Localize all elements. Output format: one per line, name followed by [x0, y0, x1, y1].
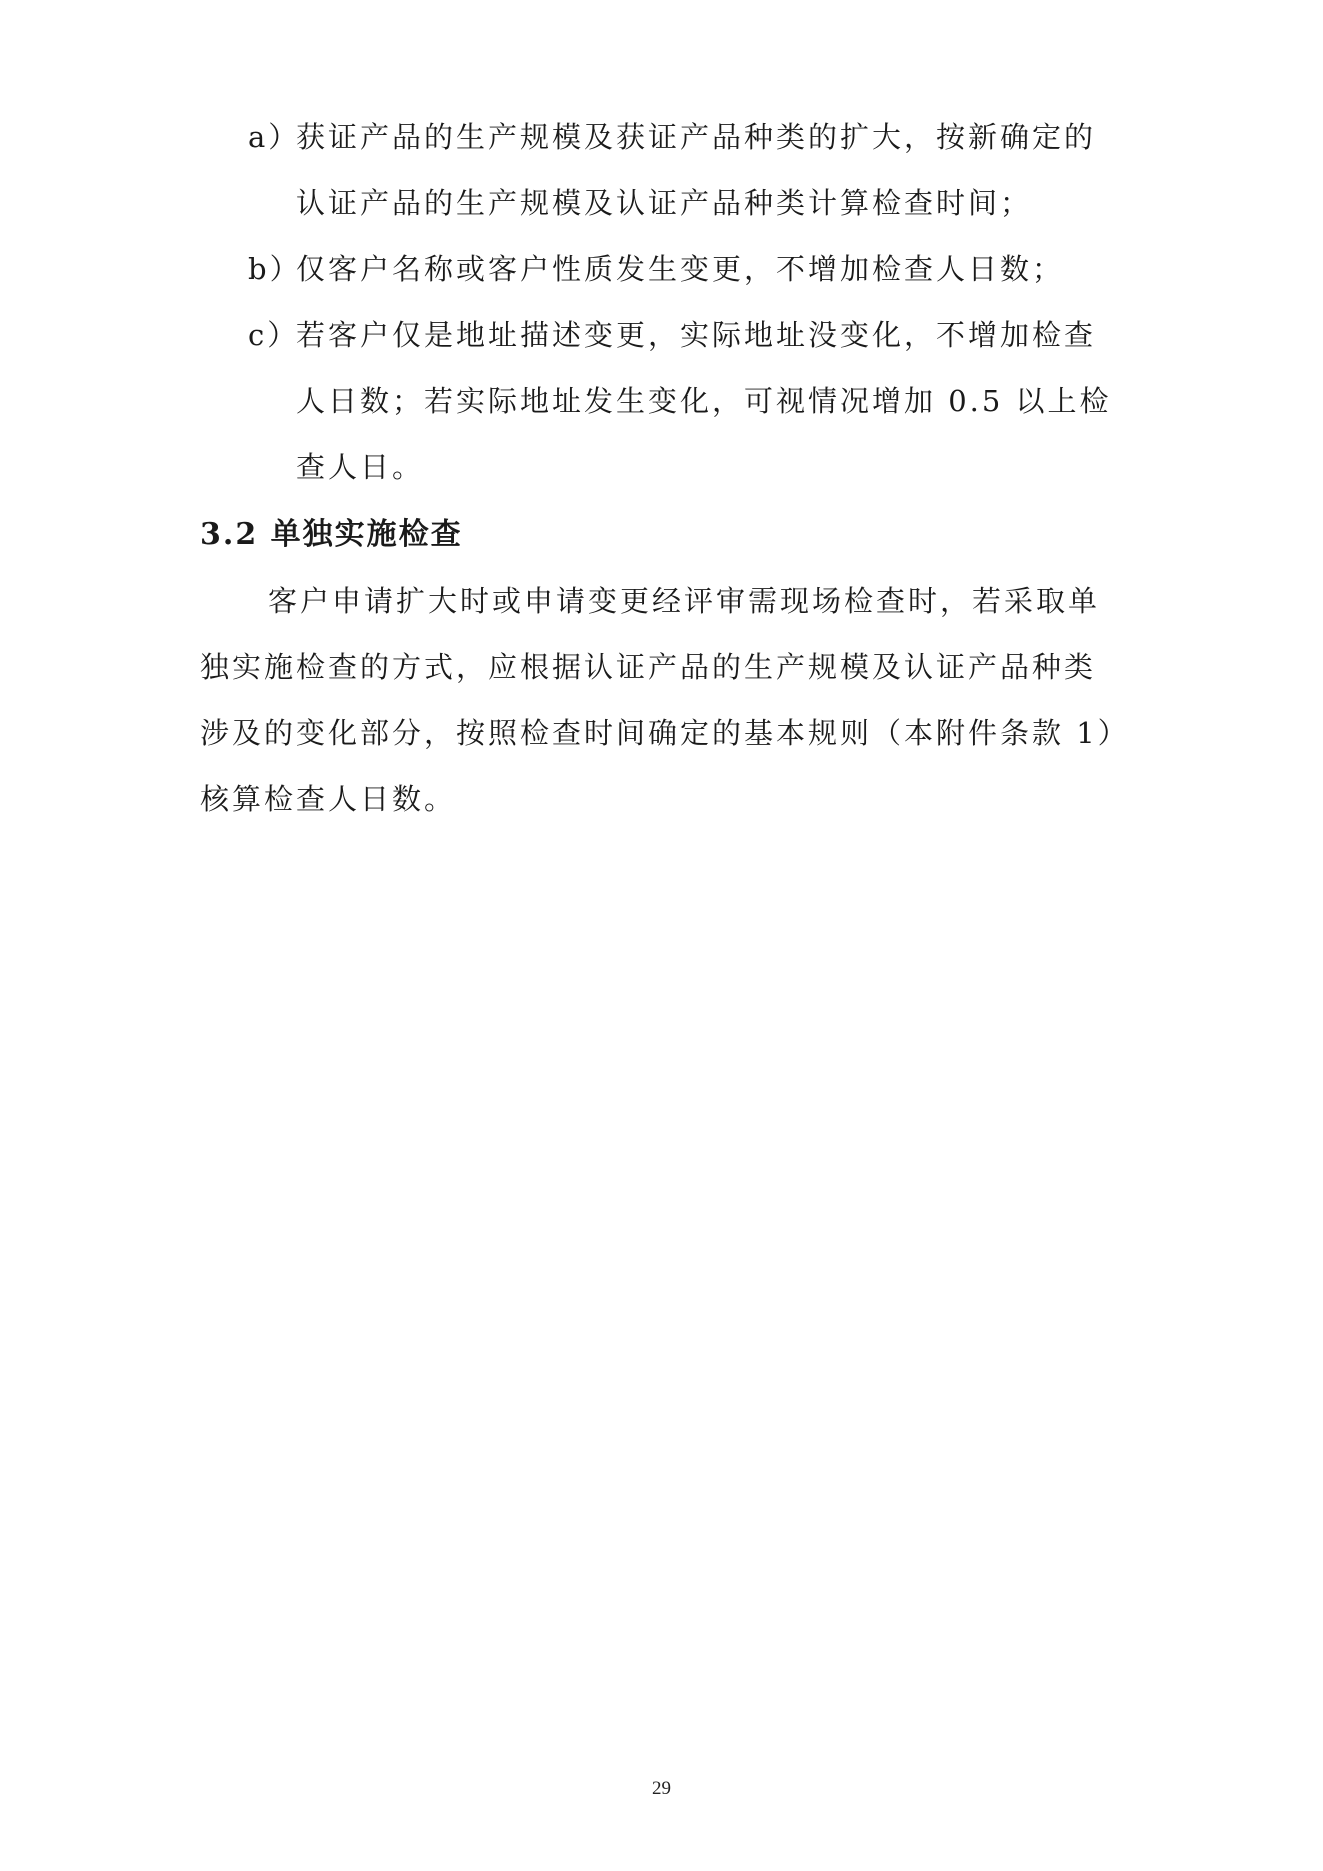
paragraph-line: 核算检查人日数。	[200, 782, 457, 816]
list-item-line: 查人日。	[296, 450, 425, 484]
section-heading: 3.2 单独实施检查	[200, 517, 463, 552]
list-marker: a）	[248, 120, 301, 154]
list-marker: b）	[248, 252, 302, 286]
section-paragraph	[200, 568, 1140, 832]
list-item-line: 人日数；若实际地址发生变化，可视情况增加 0.5 以上检	[296, 384, 1112, 418]
paragraph-line: 涉及的变化部分，按照检查时间确定的基本规则（本附件条款 1）	[200, 716, 1130, 750]
list-marker: c）	[248, 318, 300, 352]
page-number: 29	[652, 1778, 671, 1799]
list-item-line: 认证产品的生产规模及认证产品种类计算检查时间；	[296, 186, 1033, 220]
list-item-c	[248, 302, 1138, 500]
list-item-line: 获证产品的生产规模及获证产品种类的扩大，按新确定的	[296, 120, 1097, 154]
paragraph-line: 独实施检查的方式，应根据认证产品的生产规模及认证产品种类	[200, 650, 1097, 684]
list-item-b	[248, 236, 1138, 302]
list-item-a	[248, 104, 1138, 236]
list-item-line: 仅客户名称或客户性质发生变更，不增加检查人日数；	[296, 252, 1065, 286]
paragraph-line: 客户申请扩大时或申请变更经评审需现场检查时，若采取单	[268, 584, 1101, 618]
list-item-line: 若客户仅是地址描述变更，实际地址没变化，不增加检查	[296, 318, 1097, 352]
